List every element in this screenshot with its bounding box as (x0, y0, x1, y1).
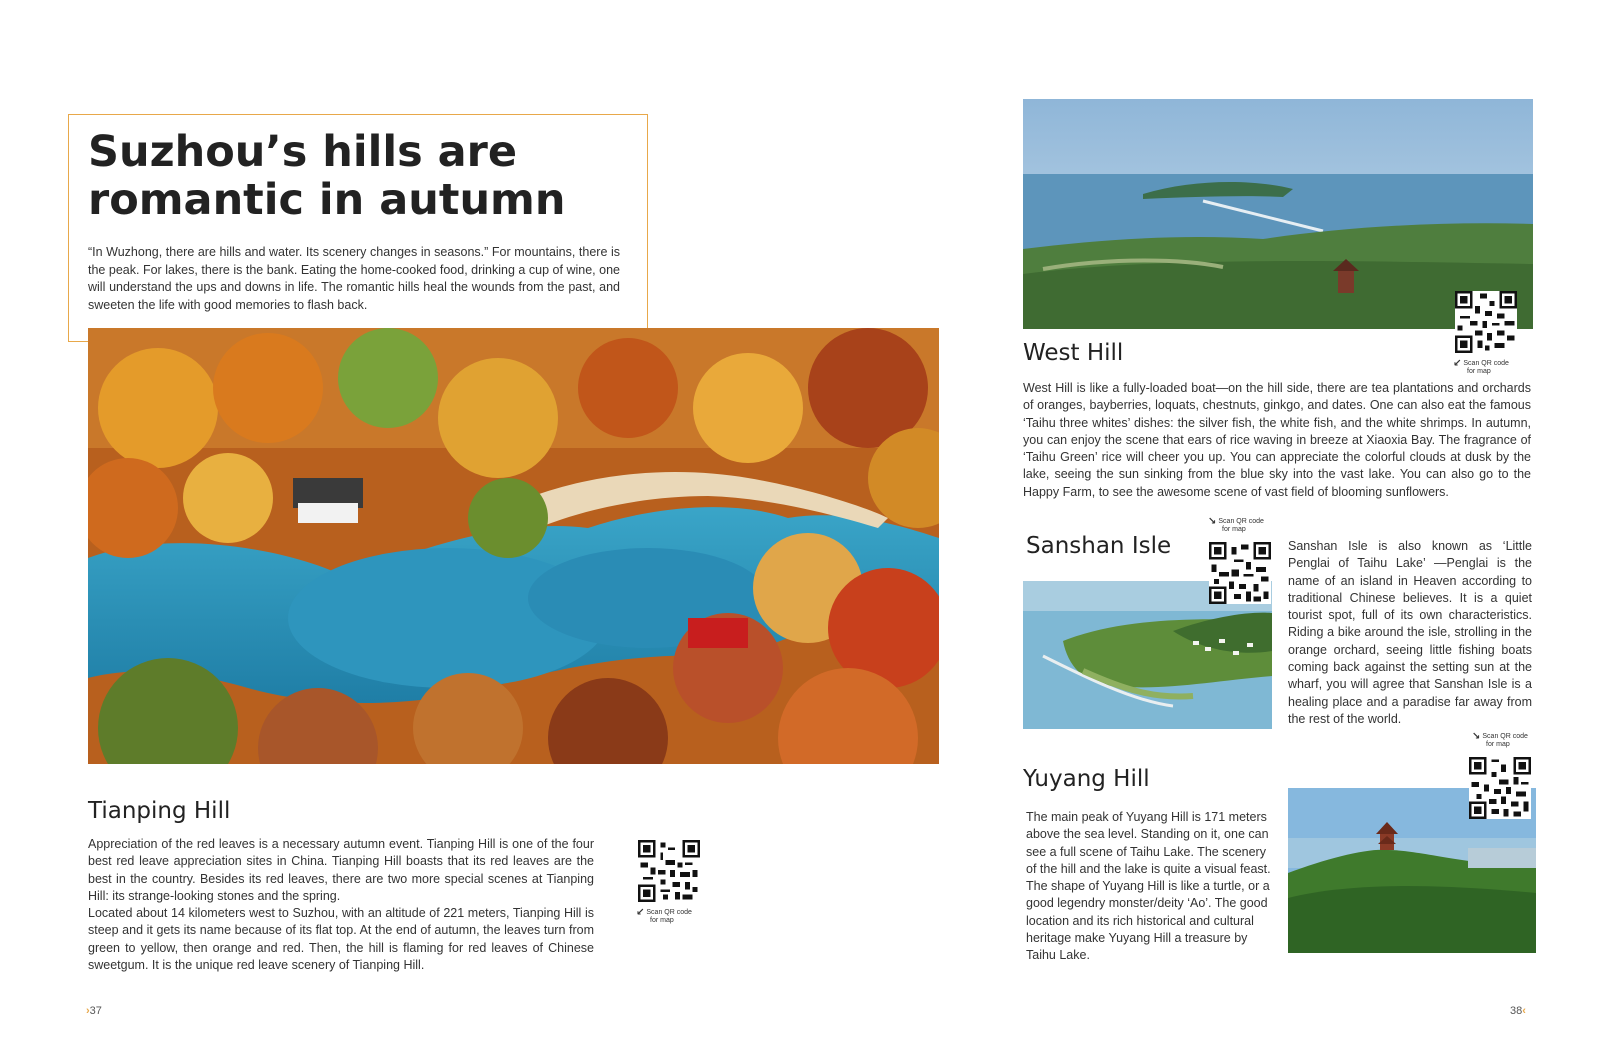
qr-code-icon[interactable] (638, 840, 700, 902)
west-hill-heading: West Hill (1023, 340, 1124, 366)
sanshan-isle-text: Sanshan Isle is also known as ‘Little Penglai of Taihu Lake’ —Penglai is the name of an island in Heaven according to traditional Chinese believes. It is a quiet tourist spot, full of its own characteristics. Riding a bike around the isle, strolling in the orange orchard, seeing little fishing boats coming back against the setting sun at the wharf, you will agree that Sanshan Isle is a healing place and a paradise far away from the rest of the world. (1288, 539, 1532, 726)
yuyang-hill-heading: Yuyang Hill (1023, 766, 1150, 792)
qr-caption: ↙ Scan QR code for map (1453, 358, 1509, 375)
qr-code-icon[interactable] (1469, 757, 1531, 819)
arrow-down-left-icon: ↙ (636, 907, 645, 918)
tianping-hill-para-2: Located about 14 kilometers west to Suzhou, with an altitude of 221 meters, Tianping Hill is steep and it gets its name because of its flat top. At the end of autumn, the leaves turn from green to yellow, then orange and red. Then, the hill is flaming for red leaves of Chinese sweetgum. It is the unique red leave scenery of Tianping Hill. (88, 906, 594, 973)
tianping-hill-text (88, 836, 594, 974)
tianping-hill-para-1: Appreciation of the red leaves is a necessary autumn event. Tianping Hill is one of the four best red leave appreciation sites in China. Tianping Hill boasts that its red leaves are the best in the country. Besides its red leaves, there are two more special scenes at Tianping Hill: its strange-looking stones and the spring. (88, 837, 594, 903)
chevron-icon: › (86, 1005, 90, 1017)
qr-code-icon[interactable] (1209, 542, 1271, 604)
west-hill-text: West Hill is like a fully-loaded boat—on the hill side, there are tea plantations and orchards of oranges, bayberries, loquats, chestnuts, ginkgo, and dates. One can also eat the famous ‘Taihu three whites’ dishes: the silver fish, the white fish, and the white shrimps. In autumn, you can enjoy the scene that ears of rice waving in breeze at Xiaoxia Bay. The fragrance of ‘Taihu Green’ rice will cheer you up. You can appreciate the colorful clouds at dusk by the lake, seeing the sun sinking from the blue sky into the vast lake. You can also go to the Happy Farm, to see the awesome scene of vast field of blooming sunflowers. (1023, 381, 1531, 499)
tianping-hill-heading: Tianping Hill (88, 798, 231, 824)
qr-caption: ↘ Scan QR code for map (1208, 516, 1264, 533)
page-number-right: 38‹ (1510, 1005, 1526, 1017)
page-number-left: ›37 (86, 1005, 102, 1017)
sanshan-isle-heading: Sanshan Isle (1026, 533, 1172, 559)
page-title: Suzhou’s hills are romantic in autumn (88, 127, 566, 225)
arrow-down-left-icon: ↙ (1453, 358, 1462, 369)
qr-caption: ↙ Scan QR code for map (636, 907, 692, 924)
intro-paragraph: “In Wuzhong, there are hills and water. Its scenery changes in seasons.” For mountains, there is the peak. For lakes, there is the bank. Eating the home-cooked food, drinking a cup of wine, one will understand the ups and downs in life. The romantic hills heal the wounds from the past, and sweeten the life with good memories to flash back. (88, 245, 620, 312)
arrow-down-left-icon: ↘ (1472, 731, 1481, 742)
tianping-hill-photo (88, 328, 939, 764)
qr-caption: ↘ Scan QR code for map (1472, 731, 1528, 748)
qr-code-icon[interactable] (1455, 291, 1517, 353)
chevron-icon: ‹ (1522, 1005, 1526, 1017)
arrow-down-left-icon: ↘ (1208, 516, 1217, 527)
yuyang-hill-text: The main peak of Yuyang Hill is 171 meters above the sea level. Standing on it, one can see a full scene of Taihu Lake. The scenery of the hill and the lake is quite a visual feast. The shape of Yuyang Hill is like a turtle, or a good legendry monster/deity ‘Ao’. The good location and its rich historical and cultural heritage make Yuyang Hill a treasure by Taihu Lake. (1026, 810, 1271, 963)
